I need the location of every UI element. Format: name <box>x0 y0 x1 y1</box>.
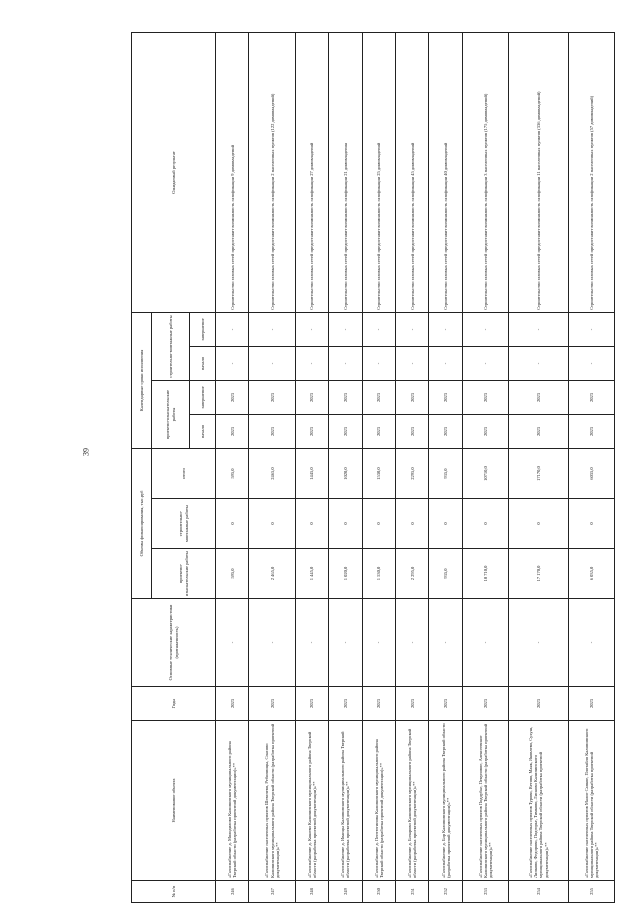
construction-end: - <box>462 312 508 346</box>
construction-start: - <box>568 347 614 381</box>
col-total-header: итого <box>152 449 216 499</box>
design-start: 2023 <box>329 415 362 449</box>
design-start-header: начало <box>190 415 216 449</box>
row-year: 2023 <box>396 687 429 721</box>
design-cost: 1 445,0 <box>295 549 328 599</box>
expected-result: Строительство газовых сетей предоставит возможность газификации 40 домовладений <box>429 32 462 312</box>
rotated-table-sheet <box>131 33 615 903</box>
total-cost: 2465,0 <box>249 449 295 499</box>
col-num-header: № п/п <box>132 881 216 903</box>
construction-end: - <box>568 312 614 346</box>
row-number: 248 <box>295 881 328 903</box>
row-specs: - <box>568 599 614 687</box>
row-specs: - <box>362 599 395 687</box>
total-cost: 2295,0 <box>396 449 429 499</box>
design-start: 2023 <box>216 415 249 449</box>
construction-start: - <box>362 347 395 381</box>
row-specs: - <box>329 599 362 687</box>
object-name: «Газоснабжение д. Бочарово Калининского муниципального района Тверской области (разработка проектной документации)»** <box>396 721 429 881</box>
row-number: 249 <box>329 881 362 903</box>
row-number: 254 <box>509 881 568 903</box>
page-number: 39 <box>81 448 91 456</box>
expected-result: Строительство газовых сетей предоставит возможность газификации 27 домовладений <box>295 32 328 312</box>
expected-result: Строительство газовых сетей предоставит возможность газификации 3 населенных пунктов (175 домовладений) <box>462 32 508 312</box>
col-construction-header: строительно-монтажные работы <box>152 499 216 549</box>
construction-end-header: завершение <box>190 312 216 346</box>
row-number: 250 <box>362 881 395 903</box>
object-name: «Газоснабжение д. Иванцы Калининского муниципального района Тверской области (разработка проектной документации)»** <box>329 721 362 881</box>
expected-result: Строительство газовых сетей предоставит возможность газификации 9 домовладений <box>216 32 249 312</box>
construction-start: - <box>295 347 328 381</box>
object-name: «Газоснабжение д. Молодилово Калининского муниципального района Тверской области (разработка проектной документации)»** <box>216 721 249 881</box>
object-name: «Газоснабжение населенных пунктов Малое Санкое, Плотайло Калининского муниципального района Тверской области (разработка проектной документации)»** <box>568 721 614 881</box>
construction-start: - <box>429 347 462 381</box>
object-name: «Газоснабжение д. Бор Калининского муниципального района Тверской области (разработка проектной документации)»** <box>429 721 462 881</box>
table-row <box>216 32 249 902</box>
design-cost: 2 295,0 <box>396 549 429 599</box>
total-cost: 1020,0 <box>329 449 362 499</box>
table-header <box>132 32 216 902</box>
design-start: 2023 <box>429 415 462 449</box>
row-specs: - <box>216 599 249 687</box>
row-number: 251 <box>396 881 429 903</box>
design-end: 2023 <box>249 381 295 415</box>
design-start: 2023 <box>396 415 429 449</box>
construction-start: - <box>509 347 568 381</box>
design-start: 2023 <box>568 415 614 449</box>
design-start: 2023 <box>362 415 395 449</box>
total-cost: 595,0 <box>216 449 249 499</box>
col-result-header: Ожидаемый результат <box>132 32 216 312</box>
row-year: 2023 <box>429 687 462 721</box>
table-row <box>568 32 614 902</box>
row-year: 2023 <box>295 687 328 721</box>
row-year: 2023 <box>568 687 614 721</box>
design-cost: 935,0 <box>429 549 462 599</box>
design-end: 2023 <box>462 381 508 415</box>
expected-result: Строительство газовых сетей предоставит возможность газификации 2 населенных пунктов (122 домовладений) <box>249 32 295 312</box>
row-year: 2023 <box>329 687 362 721</box>
construction-cost: 0 <box>462 499 508 549</box>
construction-cost: 0 <box>329 499 362 549</box>
construction-start: - <box>396 347 429 381</box>
col-design-header: проектно-изыскательские работы <box>152 549 216 599</box>
construction-cost: 0 <box>568 499 614 549</box>
col-specs-header: Основные технические характеристики (протяженность) <box>132 599 216 687</box>
construction-start-header: начало <box>190 347 216 381</box>
design-start: 2023 <box>249 415 295 449</box>
object-name: «Газоснабжение населенных пунктов Шевелево, Ребинницы, Спасово Калининского муниципального района Тверской области (разработка проектной документации)»** <box>249 721 295 881</box>
construction-start: - <box>462 347 508 381</box>
design-end: 2023 <box>216 381 249 415</box>
construction-end: - <box>329 312 362 346</box>
design-cost: 1 530,0 <box>362 549 395 599</box>
total-cost: 1445,0 <box>295 449 328 499</box>
construction-end: - <box>429 312 462 346</box>
design-cost: 595,0 <box>216 549 249 599</box>
row-year: 2023 <box>362 687 395 721</box>
row-year: 2023 <box>509 687 568 721</box>
table-row <box>329 32 362 902</box>
expected-result: Строительство газовых сетей предоставит возможность газификации 11 населенных пунктов (336 домовладений) <box>509 32 568 312</box>
table-row <box>429 32 462 902</box>
row-year: 2023 <box>249 687 295 721</box>
design-start: 2023 <box>295 415 328 449</box>
table-row <box>249 32 295 902</box>
design-end: 2023 <box>509 381 568 415</box>
row-specs: - <box>462 599 508 687</box>
table-row <box>362 32 395 902</box>
design-cost: 17 170,0 <box>509 549 568 599</box>
design-end: 2023 <box>362 381 395 415</box>
design-cost: 2 465,0 <box>249 549 295 599</box>
finance-group-header: Объемы финансирования, тыс.руб <box>132 449 152 599</box>
design-start: 2023 <box>509 415 568 449</box>
construction-start: - <box>249 347 295 381</box>
row-year: 2023 <box>462 687 508 721</box>
total-cost: 6035,0 <box>568 449 614 499</box>
object-name: «Газоснабжение д. Кошево Калининского муниципального района Тверской области (разработка проектной документации)»** <box>295 721 328 881</box>
total-cost: 17170,0 <box>509 449 568 499</box>
construction-end: - <box>216 312 249 346</box>
expected-result: Строительство газовых сетей предоставит возможность газификации 2 населенных пунктов (57 домовладений) <box>568 32 614 312</box>
row-year: 2023 <box>216 687 249 721</box>
table-row <box>509 32 568 902</box>
construction-cost: 0 <box>295 499 328 549</box>
col-years-header: Годы <box>132 687 216 721</box>
row-number: 253 <box>462 881 508 903</box>
row-specs: - <box>249 599 295 687</box>
design-end: 2023 <box>329 381 362 415</box>
construction-cost: 0 <box>216 499 249 549</box>
expected-result: Строительство газовых сетей предоставит возможность газификации 21 домовладения <box>329 32 362 312</box>
col-name-header: Наименование объекта <box>132 721 216 881</box>
row-number: 246 <box>216 881 249 903</box>
construction-cost: 0 <box>396 499 429 549</box>
table-row <box>462 32 508 902</box>
construction-end: - <box>249 312 295 346</box>
design-cost: 1 020,0 <box>329 549 362 599</box>
table-body <box>216 32 615 902</box>
table-row <box>295 32 328 902</box>
total-cost: 1530,0 <box>362 449 395 499</box>
schedule-group-header: Календарные сроки исполнения <box>132 312 152 448</box>
row-number: 255 <box>568 881 614 903</box>
object-name: «Газоснабжение д. Пентюгинова Калининского муниципального района Тверской области (разработка проектной документации)»** <box>362 721 395 881</box>
construction-end: - <box>295 312 328 346</box>
construction-end: - <box>509 312 568 346</box>
row-specs: - <box>429 599 462 687</box>
total-cost: 10710,0 <box>462 449 508 499</box>
construction-end: - <box>396 312 429 346</box>
design-end: 2023 <box>568 381 614 415</box>
object-name: «Газоснабжение населенных пунктов Турово, Ветово, Маяк, Яковлево, Сухуш, Липково, Федорово, Подгорье, Тимково, Лисково Калининского муниципального района Тверской области (разработка проектной документации)»** <box>509 721 568 881</box>
design-cost: 10 710,0 <box>462 549 508 599</box>
row-number: 247 <box>249 881 295 903</box>
objects-table <box>131 32 615 903</box>
table-row <box>396 32 429 902</box>
construction-start: - <box>216 347 249 381</box>
design-works-header: проектно-изыскательские работы <box>152 381 190 449</box>
construction-start: - <box>329 347 362 381</box>
row-number: 252 <box>429 881 462 903</box>
construction-cost: 0 <box>362 499 395 549</box>
expected-result: Строительство газовых сетей предоставит возможность газификации 45 домовладений <box>396 32 429 312</box>
design-end: 2023 <box>429 381 462 415</box>
design-end: 2023 <box>295 381 328 415</box>
object-name: «Газоснабжение населенных пунктов Поддубье, Пекуновое, Алексеевское Калининского муниципального района Тверской области (разработка проектной документации)»** <box>462 721 508 881</box>
construction-cost: 0 <box>429 499 462 549</box>
expected-result: Строительство газовых сетей предоставит возможность газификации 25 домовладений <box>362 32 395 312</box>
row-specs: - <box>295 599 328 687</box>
construction-works-header: строительно-монтажные работы <box>152 312 190 380</box>
design-start: 2023 <box>462 415 508 449</box>
row-specs: - <box>396 599 429 687</box>
design-end: 2023 <box>396 381 429 415</box>
construction-cost: 0 <box>509 499 568 549</box>
construction-cost: 0 <box>249 499 295 549</box>
design-end-header: завершение <box>190 381 216 415</box>
construction-end: - <box>362 312 395 346</box>
total-cost: 935,0 <box>429 449 462 499</box>
design-cost: 6 035,0 <box>568 549 614 599</box>
row-specs: - <box>509 599 568 687</box>
